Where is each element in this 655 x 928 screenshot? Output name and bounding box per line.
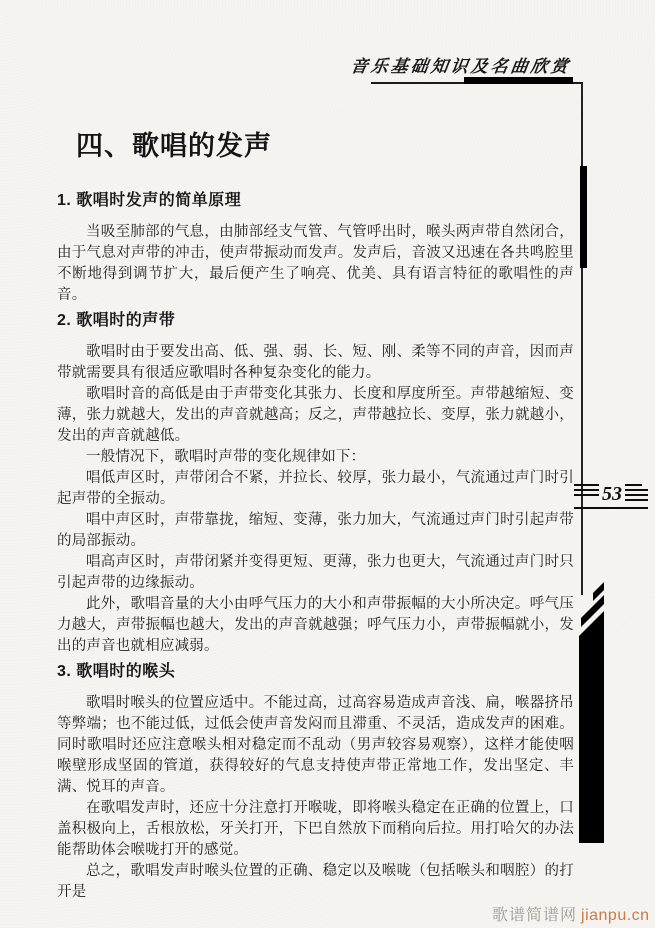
badge-rule xyxy=(574,507,648,509)
running-head-book-title: 音乐基础知识及名曲欣赏 xyxy=(349,57,573,76)
section-heading-2: 2. 歌唱时的声带 xyxy=(57,312,176,329)
paragraph: 歌唱时音的高低是由于声带变化其张力、长度和厚度所至。声带越缩短、变薄，张力就越大，发出的声音就越高；反之，声带越拉长、变厚，张力就越小，发出的声音就越低。 xyxy=(57,386,574,444)
watermark-site-url: jianpu.cn xyxy=(581,907,650,924)
right-margin-line xyxy=(581,83,583,595)
paragraph: 总之，歌唱发声时喉头位置的正确、稳定以及喉咙（包括喉头和咽腔）的打开是 xyxy=(57,863,574,900)
paragraph: 唱低声区时，声带闭合不紧，并拉长、较厚，张力最小，气流通过声门时引起声带的全振动。 xyxy=(57,470,574,507)
page-number-badge xyxy=(572,480,648,512)
paragraph: 唱高声区时，声带闭紧并变得更短、更薄，张力也更大，气流通过声门时只引起声带的边缘振动。 xyxy=(57,554,574,591)
section-heading-3: 3. 歌唱时的喉头 xyxy=(57,663,176,680)
watermark-site-name: 歌谱简谱网 xyxy=(492,907,578,924)
paragraph: 歌唱时由于要发出高、低、强、弱、长、短、刚、柔等不同的声音，因而声带就需要具有很适应歌唱时各种复杂变化的能力。 xyxy=(57,344,574,381)
paragraph: 此外，歌唱音量的大小由呼气压力的大小和声带振幅的大小所决定。呼气压力越大，声带振幅也越大，发出的声音就越强；呼气压力小，声带振幅就小，发出的声音也就相应减弱。 xyxy=(57,596,574,654)
body-text-column xyxy=(57,190,574,903)
paragraph: 当吸至肺部的气息，由肺部经支气管、气管呼出时，喉头两声带自然闭合，由于气息对声带的冲击，使声带振动而发声。发声后，音波又迅速在各共鸣腔里不断地得到调节扩大，最后便产生了响亮、优美、具有语言特征的歌唱性的声音。 xyxy=(57,224,574,303)
paragraph: 唱中声区时，声带靠拢，缩短、变薄，张力加大，气流通过声门时引起声带的局部振动。 xyxy=(57,512,574,549)
page-number: 53 xyxy=(599,481,625,507)
section-heading-1: 1. 歌唱时发声的简单原理 xyxy=(57,192,242,209)
right-margin-thick-bar xyxy=(580,166,587,268)
paragraph: 歌唱时喉头的位置应适中。不能过高，过高容易造成声音浅、扁，喉器挤吊等弊端；也不能过低，过低会使声音发闷而且滞重、不灵活，造成发声的困难。同时歌唱时还应注意喉头相对稳定而不乱动（男声较容易观察），这样才能使咽喉壁形成坚固的管道，获得较好的气息支持使声带正常地工作，发出坚定、丰满、悦耳的声音。 xyxy=(57,695,574,795)
paragraph: 一般情况下，歌唱时声带的变化规律如下： xyxy=(86,449,366,465)
paragraph: 在歌唱发声时，还应十分注意打开喉咙，即将喉头稳定在正确的位置上，口盖积极向上，舌根放松，牙关打开，下巴自然放下而稍向后拉。用打哈欠的办法能帮助体会喉咙打开的感觉。 xyxy=(57,800,574,858)
chapter-title: 四、歌唱的发声 xyxy=(76,131,272,161)
corner-decoration xyxy=(576,581,606,845)
header-rule-thick xyxy=(464,77,573,84)
site-watermark xyxy=(492,902,650,925)
